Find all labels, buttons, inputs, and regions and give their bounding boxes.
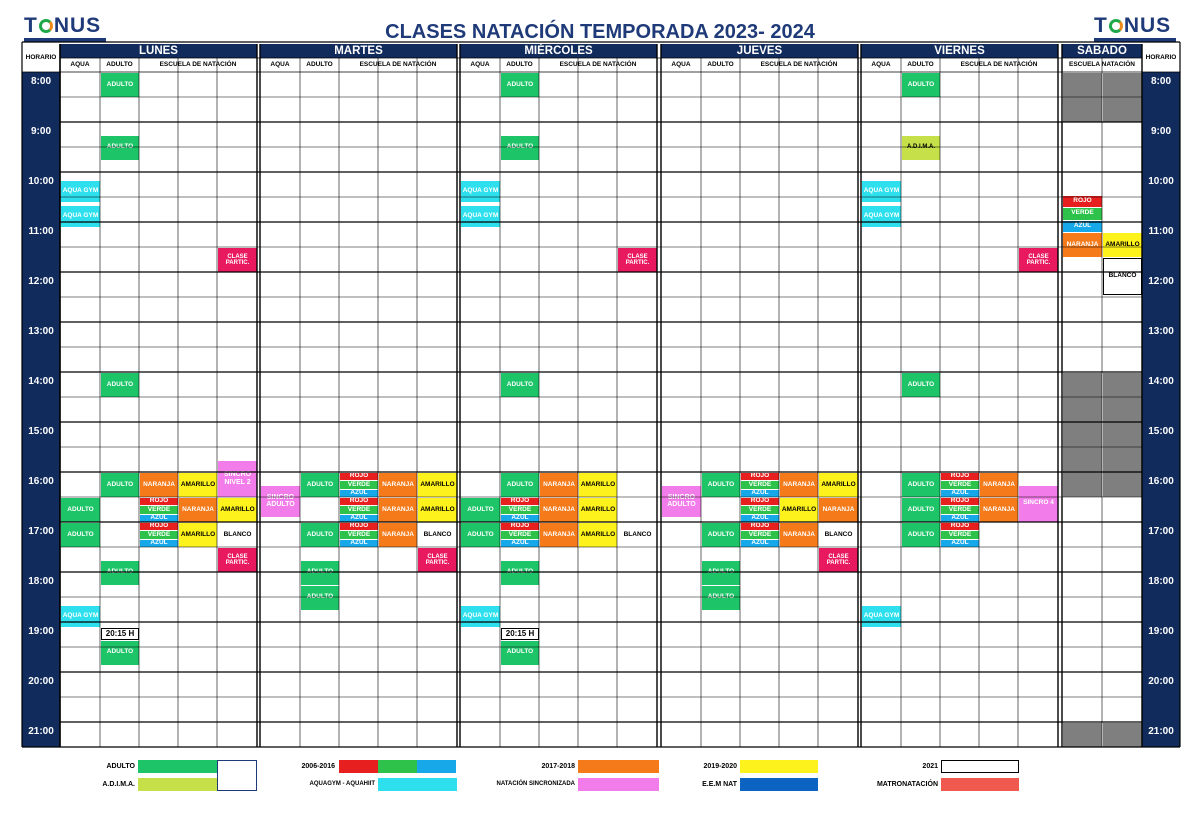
class-block-adulto: ADULTO [501,561,539,585]
legend-label: MATRONATACIÓN [876,780,938,788]
class-block-aqua-gym: AQUA GYM [461,606,500,628]
class-block-naranja: NARANJA [780,473,818,497]
class-block-rojo: ROJO [941,498,979,505]
class-block-azul: AZUL [741,540,779,547]
day-header-sabado: SABADO [1062,44,1142,58]
time-label: 12:00 [28,276,54,287]
class-block-azul: AZUL [501,515,539,522]
class-block-verde: VERDE [340,531,378,539]
time-label: 17:00 [28,526,54,537]
time-label: 14:00 [28,376,54,387]
class-block-rojo: ROJO [140,498,178,505]
class-block-verde: VERDE [941,481,979,489]
class-block-azul: AZUL [741,490,779,497]
subhead-adulto: ADULTO [106,60,133,68]
class-block-clase-partic: CLASE PARTIC. [418,548,457,572]
class-block-azul: AZUL [941,515,979,522]
subhead-adulto: ADULTO [306,60,333,68]
class-block-naranja: NARANJA [819,498,858,522]
class-block-azul: AZUL [340,540,378,547]
legend-label: A.D.I.M.A. [102,780,135,788]
time-label: 11:00 [28,226,54,237]
time-label: 8:00 [1150,76,1171,87]
time-label: 18:00 [1148,576,1174,587]
subhead-escuela: ESCUELA DE NATACIÓN [760,60,838,68]
class-block-rojo: ROJO [941,473,979,480]
class-block-closed [1103,373,1142,497]
class-block-aqua-gym: AQUA GYM [461,181,500,203]
class-block-adulto: ADULTO [101,136,139,160]
legend-swatch-sincro [578,778,659,791]
class-block-verde: VERDE [501,531,539,539]
time-label: 15:00 [28,426,54,437]
class-block-20-15-h: 20:15 H [101,628,139,640]
class-block-clase-partic: CLASE PARTIC. [218,248,257,272]
time-label: 13:00 [1148,326,1174,337]
subhead-aqua: AQUA [871,60,891,68]
class-block-adulto: ADULTO [101,561,139,585]
time-label: 17:00 [1148,526,1174,537]
class-block-verde: VERDE [941,531,979,539]
class-block-adulto: ADULTO [702,473,740,497]
time-label: 16:00 [1148,476,1174,487]
class-block-amarillo: AMARILLO [579,523,617,547]
legend-swatch-matro [941,778,1019,791]
class-block-rojo: ROJO [741,523,779,530]
class-block-adulto: ADULTO [702,523,740,547]
time-label: 10:00 [1148,176,1174,187]
class-block-adulto: ADULTO [101,473,139,497]
class-block-azul: AZUL [741,515,779,522]
subhead-aqua: AQUA [270,60,290,68]
legend-label: 2017-2018 [541,762,575,770]
class-block-clase-partic: CLASE PARTIC. [1019,248,1058,272]
class-block-amarillo: AMARILLO [780,498,818,522]
class-block-sincro-adulto: SINCRO ADULTO [662,486,701,518]
class-block-blanco: BLANCO [418,523,457,547]
class-block-azul: AZUL [941,490,979,497]
day-header-martes: MARTES [260,44,457,58]
legend-label: E.E.M NAT [702,780,737,788]
class-block-adulto: ADULTO [61,498,100,522]
class-block-naranja: NARANJA [980,473,1018,497]
class-block-closed [1063,73,1102,122]
subhead-escuela: ESCUELA DE NATACIÓN [559,60,637,68]
legend-swatch-adulto [138,760,217,773]
class-block-adulto: ADULTO [702,561,740,585]
subhead-adulto: ADULTO [907,60,934,68]
class-block-azul: AZUL [340,490,378,497]
class-block-naranja: NARANJA [780,523,818,547]
subhead-aqua: AQUA [671,60,691,68]
time-label: 20:00 [28,676,54,687]
class-block-adulto: ADULTO [461,498,500,522]
class-block-clase-partic: CLASE PARTIC. [819,548,858,572]
class-block-adulto: ADULTO [61,523,100,547]
class-block-sincro-nivel-2: SINCRO NIVEL 2 [218,461,257,498]
class-block-clase-partic: CLASE PARTIC. [618,248,657,272]
legend-label: 2006-2016 [301,762,335,770]
time-label: 8:00 [30,76,51,87]
class-block-closed [1063,723,1102,747]
class-block-rojo: ROJO [340,498,378,505]
class-block-verde: VERDE [741,481,779,489]
time-label: 11:00 [1148,226,1174,237]
class-block-adulto: ADULTO [902,473,940,497]
time-label: 9:00 [30,126,51,137]
class-block-aqua-gym: AQUA GYM [862,181,901,203]
time-label: 13:00 [28,326,54,337]
class-block-azul: AZUL [340,515,378,522]
class-block-rojo: ROJO [1063,196,1102,208]
class-block-naranja: NARANJA [980,498,1018,522]
legend-label: ADULTO [106,762,135,770]
class-block-adulto: ADULTO [501,136,539,160]
class-block-adulto: ADULTO [101,641,139,665]
time-label: 19:00 [28,626,54,637]
legend-label: NATACIÓN SINCRONIZADA [496,781,575,788]
class-block-naranja: NARANJA [379,523,417,547]
legend-label: 2021 [922,762,938,770]
class-block-verde: VERDE [1063,208,1102,220]
class-block-adulto: ADULTO [902,523,940,547]
class-block-rojo: ROJO [340,523,378,530]
class-block-aqua-gym: AQUA GYM [862,606,901,628]
class-block-naranja: NARANJA [540,523,578,547]
time-label: 18:00 [28,576,54,587]
day-header-jueves: JUEVES [661,44,858,58]
page-title: CLASES NATACIÓN TEMPORADA 2023- 2024 [385,20,815,43]
class-block-verde: VERDE [741,506,779,514]
class-block-adulto: ADULTO [301,473,339,497]
class-block-clase-partic: CLASE PARTIC. [218,548,257,572]
class-block-amarillo: AMARILLO [819,473,858,497]
time-label: 20:00 [1148,676,1174,687]
class-block-rojo: ROJO [941,523,979,530]
class-block-adulto: ADULTO [501,73,539,97]
class-block-20-15-h: 20:15 H [501,628,539,640]
time-label: 12:00 [1148,276,1174,287]
class-block-adulto: ADULTO [501,641,539,665]
class-block-verde: VERDE [340,481,378,489]
class-block-adulto: ADULTO [301,523,339,547]
class-block-naranja: NARANJA [540,473,578,497]
subhead-escuela: ESCUELA DE NATACIÓN [960,60,1038,68]
class-block-verde: VERDE [741,531,779,539]
subhead-aqua: AQUA [70,60,90,68]
class-block-adulto: ADULTO [101,73,139,97]
class-block-sincro-4: SINCRO 4 [1019,486,1058,523]
legend-swatch-blanco [941,760,1019,773]
legend-swatch-eemnat [740,778,818,791]
class-block-naranja: NARANJA [1063,233,1102,257]
class-block-amarillo: AMARILLO [418,473,457,497]
time-label: 10:00 [28,176,54,187]
class-block-adulto: ADULTO [501,473,539,497]
tonus-logo-right: T NUS [1094,16,1176,42]
time-label: 21:00 [28,726,54,737]
class-block-adulto: ADULTO [301,586,339,610]
legend-swatch-amarillo [740,760,818,773]
class-block-naranja: NARANJA [379,498,417,522]
class-block-naranja: NARANJA [379,473,417,497]
class-block-naranja: NARANJA [140,473,178,497]
class-block-adulto: ADULTO [702,586,740,610]
legend-label: 2019-2020 [703,762,737,770]
class-block-closed [1063,373,1102,497]
class-block-blanco: BLANCO [819,523,858,547]
class-block-closed [1103,723,1142,747]
legend-blank-box [217,760,257,791]
subhead-adulto: ADULTO [707,60,734,68]
day-header-lunes: LUNES [60,44,257,58]
class-block-aqua-gym: AQUA GYM [862,206,901,228]
class-block-closed [1103,73,1142,122]
time-label: 15:00 [1148,426,1174,437]
class-block-rojo: ROJO [140,523,178,530]
class-block-rojo: ROJO [741,473,779,480]
class-block-azul: AZUL [140,515,178,522]
class-block-aqua-gym: AQUA GYM [61,206,100,228]
time-label: 14:00 [1148,376,1174,387]
legend-swatch-verde [378,760,417,773]
class-block-amarillo: AMARILLO [579,473,617,497]
time-label: 21:00 [1148,726,1174,737]
class-block-adulto: ADULTO [902,73,940,97]
class-block-verde: VERDE [140,506,178,514]
subhead-aqua: AQUA [470,60,490,68]
time-label: 16:00 [28,476,54,487]
class-block-rojo: ROJO [501,498,539,505]
legend-swatch-naranja [578,760,659,773]
class-block-sincro-adulto: SINCRO ADULTO [261,486,300,518]
class-block-amarillo: AMARILLO [579,498,617,522]
class-block-blanco: BLANCO [218,523,257,547]
class-block-blanco: BLANCO [1103,258,1142,295]
day-header-viernes: VIERNES [861,44,1058,58]
time-label: 19:00 [1148,626,1174,637]
class-block-adulto: ADULTO [902,498,940,522]
subhead-escuela: ESCUELA DE NATACIÓN [159,60,237,68]
class-block-amarillo: AMARILLO [418,498,457,522]
class-block-adulto: ADULTO [101,373,139,397]
class-block-verde: VERDE [501,506,539,514]
horario-header-left: HORARIO [25,53,57,61]
class-block-adulto: ADULTO [301,561,339,585]
legend-swatch-aqua [378,778,457,791]
class-block-naranja: NARANJA [540,498,578,522]
class-block-amarillo: AMARILLO [179,523,217,547]
class-block-verde: VERDE [941,506,979,514]
class-block-rojo: ROJO [340,473,378,480]
class-block-azul: AZUL [140,540,178,547]
legend-swatch-adima [138,778,217,791]
class-block-amarillo: AMARILLO [179,473,217,497]
day-header-miércoles: MIÉRCOLES [460,44,657,58]
subhead-escuela: ESCUELA DE NATACIÓN [359,60,437,68]
tonus-logo-left: T NUS [24,16,106,42]
class-block-adulto: ADULTO [461,523,500,547]
class-block-amarillo: AMARILLO [218,498,257,522]
subhead-adulto: ADULTO [506,60,533,68]
legend-swatch-azul [417,760,456,773]
class-block-verde: VERDE [140,531,178,539]
class-block-azul: AZUL [1063,221,1102,233]
legend-label: AQUAGYM - AQUAHIIT [309,781,375,788]
class-block-verde: VERDE [340,506,378,514]
class-block-amarillo: AMARILLO [1103,233,1142,257]
class-block-adulto: ADULTO [501,373,539,397]
class-block-azul: AZUL [501,540,539,547]
class-block-rojo: ROJO [741,498,779,505]
class-block-rojo: ROJO [501,523,539,530]
horario-header-right: HORARIO [1145,53,1177,61]
class-block-blanco: BLANCO [618,523,657,547]
class-block-adulto: ADULTO [902,373,940,397]
class-block-aqua-gym: AQUA GYM [61,606,100,628]
time-label: 9:00 [1150,126,1171,137]
class-block-naranja: NARANJA [179,498,217,522]
subhead-escuela-sabado: ESCUELA NATACIÓN [1069,60,1135,68]
class-block-azul: AZUL [941,540,979,547]
class-block-a-d-i-m-a: A.D.I.M.A. [902,136,940,160]
legend-swatch-rojo [339,760,378,773]
class-block-aqua-gym: AQUA GYM [461,206,500,228]
class-block-aqua-gym: AQUA GYM [61,181,100,203]
